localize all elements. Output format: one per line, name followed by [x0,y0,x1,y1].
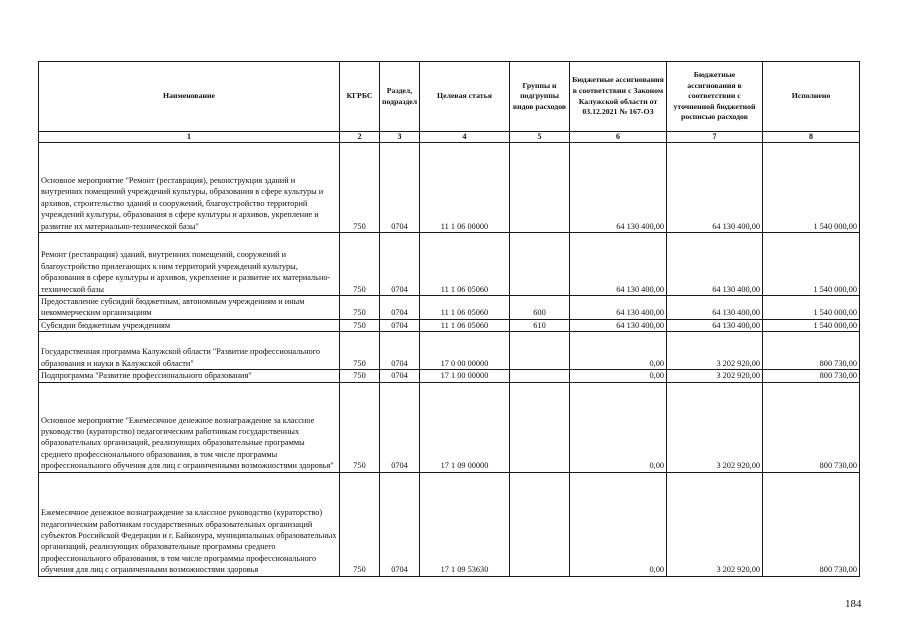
header-section: Раздел, подраздел [380,62,420,132]
row-expense-group: 600 [510,296,570,320]
page-number: 184 [845,598,862,610]
row-refined-allocation: 64 130 400,00 [667,143,763,233]
row-expense-group [510,382,570,472]
row-executed: 1 540 000,00 [763,233,860,296]
row-refined-allocation: 3 202 920,00 [667,370,763,382]
row-kgrbs: 750 [340,319,380,331]
row-law-allocation: 64 130 400,00 [570,143,667,233]
row-executed: 1 540 000,00 [763,143,860,233]
row-expense-group [510,370,570,382]
row-refined-allocation: 3 202 920,00 [667,332,763,370]
column-number: 6 [570,132,667,143]
column-number: 7 [667,132,763,143]
row-target-article: 11 1 06 05060 [420,319,510,331]
row-expense-group [510,472,570,576]
row-name: Подпрограмма "Развитие профессионального образования" [39,370,340,382]
column-number: 2 [340,132,380,143]
row-name: Предоставление субсидий бюджетным, автономным учреждениям и иным некоммерческим организациям [39,296,340,320]
row-target-article: 17 1 09 53630 [420,472,510,576]
row-target-article: 17 1 00 00000 [420,370,510,382]
row-law-allocation: 0,00 [570,382,667,472]
row-kgrbs: 750 [340,382,380,472]
row-executed: 800 730,00 [763,472,860,576]
row-name: Государственная программа Калужской области "Развитие профессионального образования и науки в Калужской области" [39,332,340,370]
row-target-article: 11 1 06 05060 [420,296,510,320]
row-section: 0704 [380,332,420,370]
row-target-article: 17 1 09 00000 [420,382,510,472]
header-law-allocation: Бюджетные ассигнования в соответствии с Законом Калужской области от 03.12.2021 № 167-ОЗ [570,62,667,132]
row-law-allocation: 64 130 400,00 [570,233,667,296]
row-section: 0704 [380,319,420,331]
row-executed: 1 540 000,00 [763,296,860,320]
column-number-row [39,132,860,143]
table-row [39,143,860,233]
row-refined-allocation: 64 130 400,00 [667,233,763,296]
row-refined-allocation: 64 130 400,00 [667,319,763,331]
column-number: 1 [39,132,340,143]
row-executed: 800 730,00 [763,370,860,382]
row-kgrbs: 750 [340,143,380,233]
row-section: 0704 [380,472,420,576]
row-section: 0704 [380,296,420,320]
header-target-article: Целевая статья [420,62,510,132]
row-kgrbs: 750 [340,472,380,576]
row-section: 0704 [380,233,420,296]
row-refined-allocation: 3 202 920,00 [667,472,763,576]
row-section: 0704 [380,143,420,233]
row-law-allocation: 0,00 [570,370,667,382]
row-target-article: 17 0 00 00000 [420,332,510,370]
row-section: 0704 [380,382,420,472]
header-executed: Исполнено [763,62,860,132]
table-row [39,370,860,382]
row-expense-group: 610 [510,319,570,331]
row-law-allocation: 0,00 [570,332,667,370]
row-target-article: 11 1 06 00000 [420,143,510,233]
row-law-allocation: 0,00 [570,472,667,576]
header-expense-group: Группы и подгруппы видов расходов [510,62,570,132]
row-name: Субсидии бюджетным учреждениям [39,319,340,331]
row-refined-allocation: 3 202 920,00 [667,382,763,472]
header-row [39,62,860,132]
table-row [39,332,860,370]
row-kgrbs: 750 [340,233,380,296]
row-kgrbs: 750 [340,296,380,320]
budget-table [38,61,860,577]
column-number: 5 [510,132,570,143]
row-executed: 1 540 000,00 [763,319,860,331]
row-refined-allocation: 64 130 400,00 [667,296,763,320]
row-name: Основное мероприятие "Ежемесячное денежное вознаграждение за классное руководство (кураторство) педагогическим работникам государственных образовательных организаций, реализующих образовательные программы среднего профессионального образования, в том числе программы профессионального обучения для лиц с ограниченными возможностями здоровья" [39,382,340,472]
row-expense-group [510,332,570,370]
header-refined-allocation: Бюджетные ассигнования в соответствии с уточненной бюджетной росписью расходов [667,62,763,132]
row-executed: 800 730,00 [763,332,860,370]
row-kgrbs: 750 [340,370,380,382]
row-law-allocation: 64 130 400,00 [570,296,667,320]
header-kgrbs: КГРБС [340,62,380,132]
row-law-allocation: 64 130 400,00 [570,319,667,331]
row-expense-group [510,233,570,296]
column-number: 8 [763,132,860,143]
row-name: Ежемесячное денежное вознаграждение за классное руководство (кураторство) педагогическим работникам государственных образовательных организаций субъектов Российской Федерации и г. Байконура, муниципальных образовательных организаций, реализующих образовательные программы среднего профессионального образования, в том числе программы профессионального обучения для лиц с ограниченными возможностями здоровья [39,472,340,576]
row-name: Основное мероприятие "Ремонт (реставрация), реконструкция зданий и внутренних помещений учреждений культуры, образования в сфере культуры и архивов, строительство зданий и сооружений, благоустройство территорий учреждений культуры, образования в сфере культуры и архивов, укрепление и развитие их материально-технической базы" [39,143,340,233]
table-row [39,233,860,296]
table-row [39,296,860,320]
column-number: 3 [380,132,420,143]
table-row [39,319,860,331]
table-row [39,382,860,472]
row-kgrbs: 750 [340,332,380,370]
row-section: 0704 [380,370,420,382]
row-executed: 800 730,00 [763,382,860,472]
header-name: Наименование [39,62,340,132]
row-name: Ремонт (реставрация) зданий, внутренних помещений, сооружений и благоустройство прилегающих к ним территорий учреждений культуры, образования в сфере культуры и архивов, укрепление и развитие их материально-технической базы [39,233,340,296]
table-row [39,472,860,576]
row-target-article: 11 1 06 05060 [420,233,510,296]
column-number: 4 [420,132,510,143]
row-expense-group [510,143,570,233]
